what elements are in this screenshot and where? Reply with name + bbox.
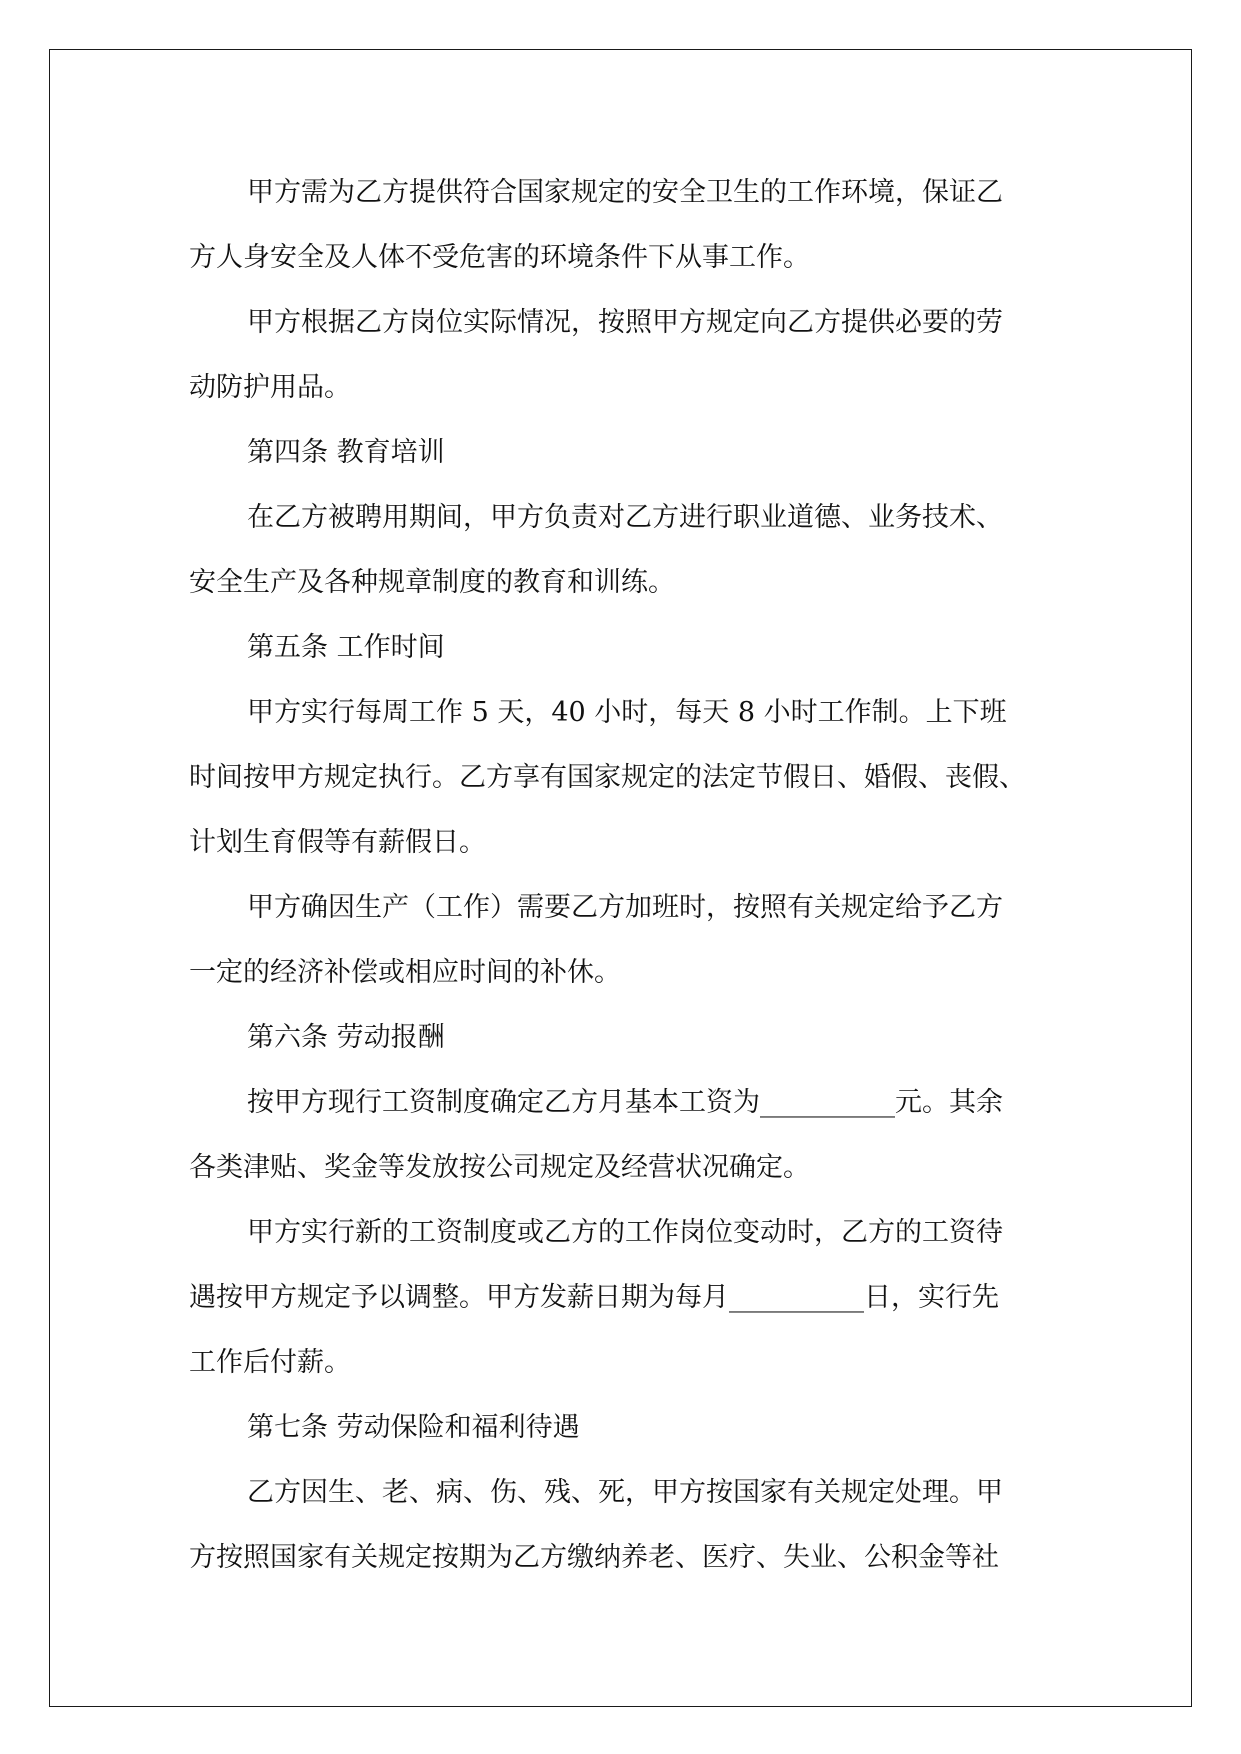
section-heading: 第四条 教育培训 [247,437,445,468]
text-line: 按甲方现行工资制度确定乙方月基本工资为__________元。其余 [247,1087,1003,1118]
section-heading: 第五条 工作时间 [247,632,445,663]
text-line: 一定的经济补偿或相应时间的补休。 [189,957,621,988]
text-line: 乙方因生、老、病、伤、残、死，甲方按国家有关规定处理。甲 [247,1477,1003,1508]
section-heading: 第七条 劳动保险和福利待遇 [247,1412,580,1443]
document-body [189,160,1059,1590]
text-line: 方按照国家有关规定按期为乙方缴纳养老、医疗、失业、公积金等社 [189,1542,999,1573]
text-line: 遇按甲方规定予以调整。甲方发薪日期为每月__________日，实行先 [189,1282,999,1313]
text-line: 方人身安全及人体不受危害的环境条件下从事工作。 [189,242,810,273]
text-line: 在乙方被聘用期间，甲方负责对乙方进行职业道德、业务技术、 [247,502,1003,533]
text-line: 时间按甲方规定执行。乙方享有国家规定的法定节假日、婚假、丧假、 [189,762,1026,793]
text-line: 计划生育假等有薪假日。 [189,827,486,858]
text-line: 甲方确因生产（工作）需要乙方加班时，按照有关规定给予乙方 [247,892,1003,923]
text-line: 各类津贴、奖金等发放按公司规定及经营状况确定。 [189,1152,810,1183]
text-line: 甲方实行新的工资制度或乙方的工作岗位变动时，乙方的工资待 [247,1217,1003,1248]
text-line: 安全生产及各种规章制度的教育和训练。 [189,567,675,598]
text-line: 甲方根据乙方岗位实际情况，按照甲方规定向乙方提供必要的劳 [247,307,1003,338]
text-line: 甲方需为乙方提供符合国家规定的安全卫生的工作环境，保证乙 [247,177,1003,208]
text-line: 动防护用品。 [189,372,351,403]
section-heading: 第六条 劳动报酬 [247,1022,445,1053]
text-line: 甲方实行每周工作 5 天，40 小时，每天 8 小时工作制。上下班 [247,697,1007,728]
text-line: 工作后付薪。 [189,1347,351,1378]
